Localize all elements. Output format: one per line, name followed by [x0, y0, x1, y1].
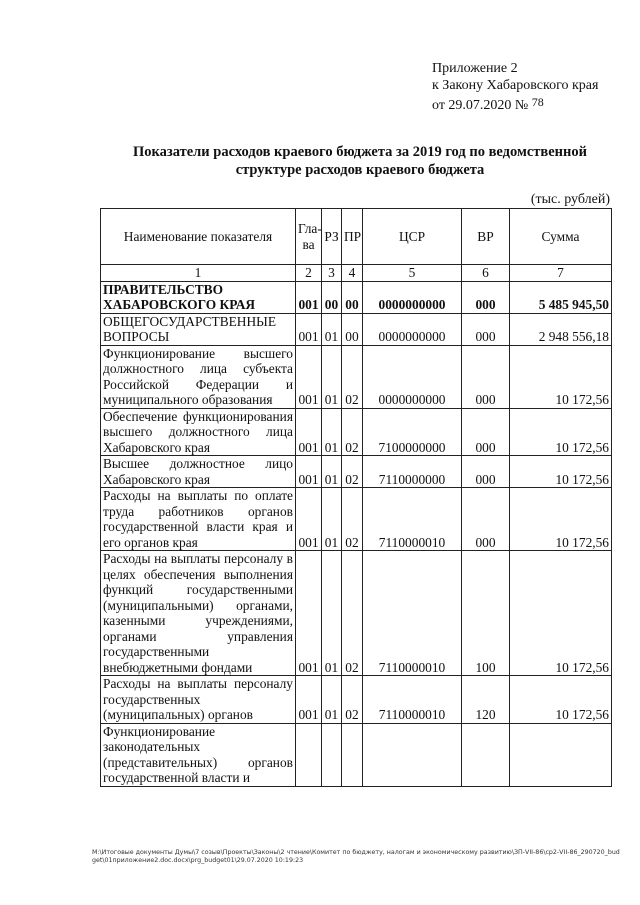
row-glava: 001: [296, 456, 322, 488]
row-sum: 10 172,56: [510, 408, 612, 456]
row-csr: 0000000000: [363, 281, 462, 313]
row-pr: 00: [342, 313, 363, 345]
row-sum: [510, 723, 612, 786]
row-rz: 01: [322, 551, 342, 676]
row-sum: 5 485 945,50: [510, 281, 612, 313]
row-rz: 01: [322, 456, 342, 488]
row-rz: [322, 723, 342, 786]
row-name: ПРАВИТЕЛЬСТВО ХАБАРОВСКОГО КРАЯ: [101, 281, 296, 313]
col-number: 4: [342, 265, 363, 282]
appendix-number: 78: [531, 95, 544, 109]
row-glava: 001: [296, 488, 322, 551]
row-glava: 001: [296, 345, 322, 408]
header-sum: Сумма: [510, 209, 612, 265]
row-rz: 01: [322, 408, 342, 456]
title-line1: Показатели расходов краевого бюджета за 2019 год по ведомственной: [133, 144, 587, 160]
row-sum: 10 172,56: [510, 345, 612, 408]
col-number: 1: [101, 265, 296, 282]
header-name: Наименование показателя: [101, 209, 296, 265]
row-csr: 7110000010: [363, 488, 462, 551]
table-row: [101, 281, 612, 313]
row-name: Функционирование высшего должностного лица субъекта Российской Федерации и муниципального образования: [101, 345, 296, 408]
row-vr: 000: [462, 456, 510, 488]
appendix-line2: к Закону Хабаровского края: [432, 78, 599, 93]
file-path-footer: M:\Итоговые документы Думы\7 созыв\Проекты\Законы\2 чтение\Комитет по бюджету, налогам и экономическому развитию\ЗП-VII-86\ср2-VII-86_290720_budget\01приложение2.doc.docx\prg_budget01\29.07.2020 10:19:23: [92, 849, 620, 864]
table-row: [101, 488, 612, 551]
row-rz: 00: [322, 281, 342, 313]
row-name: Функционирование законодательных (представительных) органов государственной власти и: [101, 723, 296, 786]
row-csr: 7110000010: [363, 676, 462, 724]
appendix-block: [432, 60, 598, 114]
table-row: [101, 345, 612, 408]
row-vr: 100: [462, 551, 510, 676]
row-sum: 10 172,56: [510, 676, 612, 724]
budget-table: [100, 208, 612, 787]
row-name: Расходы на выплаты по оплате труда работников органов государственной власти края и его органов края: [101, 488, 296, 551]
row-pr: 02: [342, 408, 363, 456]
row-vr: 000: [462, 313, 510, 345]
row-pr: 00: [342, 281, 363, 313]
table-row: [101, 551, 612, 676]
row-pr: [342, 723, 363, 786]
table-row: [101, 723, 612, 786]
table-row: [101, 313, 612, 345]
row-vr: 120: [462, 676, 510, 724]
header-vr: ВР: [462, 209, 510, 265]
row-name: Расходы на выплаты персоналу государственных (муниципальных) органов: [101, 676, 296, 724]
column-number-row: [101, 265, 612, 282]
row-vr: 000: [462, 281, 510, 313]
row-csr: [363, 723, 462, 786]
row-glava: 001: [296, 313, 322, 345]
row-glava: [296, 723, 322, 786]
row-csr: 7110000000: [363, 456, 462, 488]
appendix-date: от 29.07.2020 №: [432, 98, 529, 113]
row-name: Расходы на выплаты персоналу в целях обеспечения выполнения функций государственными (муниципальными) органами, казенными учреждениями, органами управления государственными внебюджетными фондами: [101, 551, 296, 676]
row-pr: 02: [342, 676, 363, 724]
row-name: ОБЩЕГОСУДАРСТВЕННЫЕ ВОПРОСЫ: [101, 313, 296, 345]
row-csr: 7100000000: [363, 408, 462, 456]
document-title: [100, 143, 620, 179]
appendix-line1: Приложение 2: [432, 61, 518, 76]
row-sum: 10 172,56: [510, 488, 612, 551]
row-pr: 02: [342, 345, 363, 408]
title-line2: структуре расходов краевого бюджета: [235, 162, 485, 178]
row-csr: 0000000000: [363, 313, 462, 345]
table-row: [101, 408, 612, 456]
table-header-row: [101, 209, 612, 265]
row-csr: 7110000010: [363, 551, 462, 676]
row-rz: 01: [322, 676, 342, 724]
row-pr: 02: [342, 551, 363, 676]
header-pr: ПР: [342, 209, 363, 265]
row-vr: 000: [462, 345, 510, 408]
header-glava: Гла-ва: [296, 209, 322, 265]
table-row: [101, 456, 612, 488]
row-name: Высшее должностное лицо Хабаровского края: [101, 456, 296, 488]
col-number: 6: [462, 265, 510, 282]
col-number: 5: [363, 265, 462, 282]
row-rz: 01: [322, 488, 342, 551]
row-rz: 01: [322, 313, 342, 345]
row-name: Обеспечение функционирования высшего должностного лица Хабаровского края: [101, 408, 296, 456]
units-label: (тыс. рублей): [530, 192, 610, 207]
row-sum: 10 172,56: [510, 456, 612, 488]
col-number: 7: [510, 265, 612, 282]
row-vr: 000: [462, 408, 510, 456]
col-number: 3: [322, 265, 342, 282]
row-vr: [462, 723, 510, 786]
row-pr: 02: [342, 488, 363, 551]
row-sum: 10 172,56: [510, 551, 612, 676]
appendix-line3: [432, 94, 598, 114]
row-glava: 001: [296, 551, 322, 676]
header-rz: РЗ: [322, 209, 342, 265]
row-sum: 2 948 556,18: [510, 313, 612, 345]
row-rz: 01: [322, 345, 342, 408]
table-row: [101, 676, 612, 724]
row-csr: 0000000000: [363, 345, 462, 408]
header-csr: ЦСР: [363, 209, 462, 265]
row-glava: 001: [296, 281, 322, 313]
col-number: 2: [296, 265, 322, 282]
row-glava: 001: [296, 408, 322, 456]
row-vr: 000: [462, 488, 510, 551]
row-pr: 02: [342, 456, 363, 488]
row-glava: 001: [296, 676, 322, 724]
